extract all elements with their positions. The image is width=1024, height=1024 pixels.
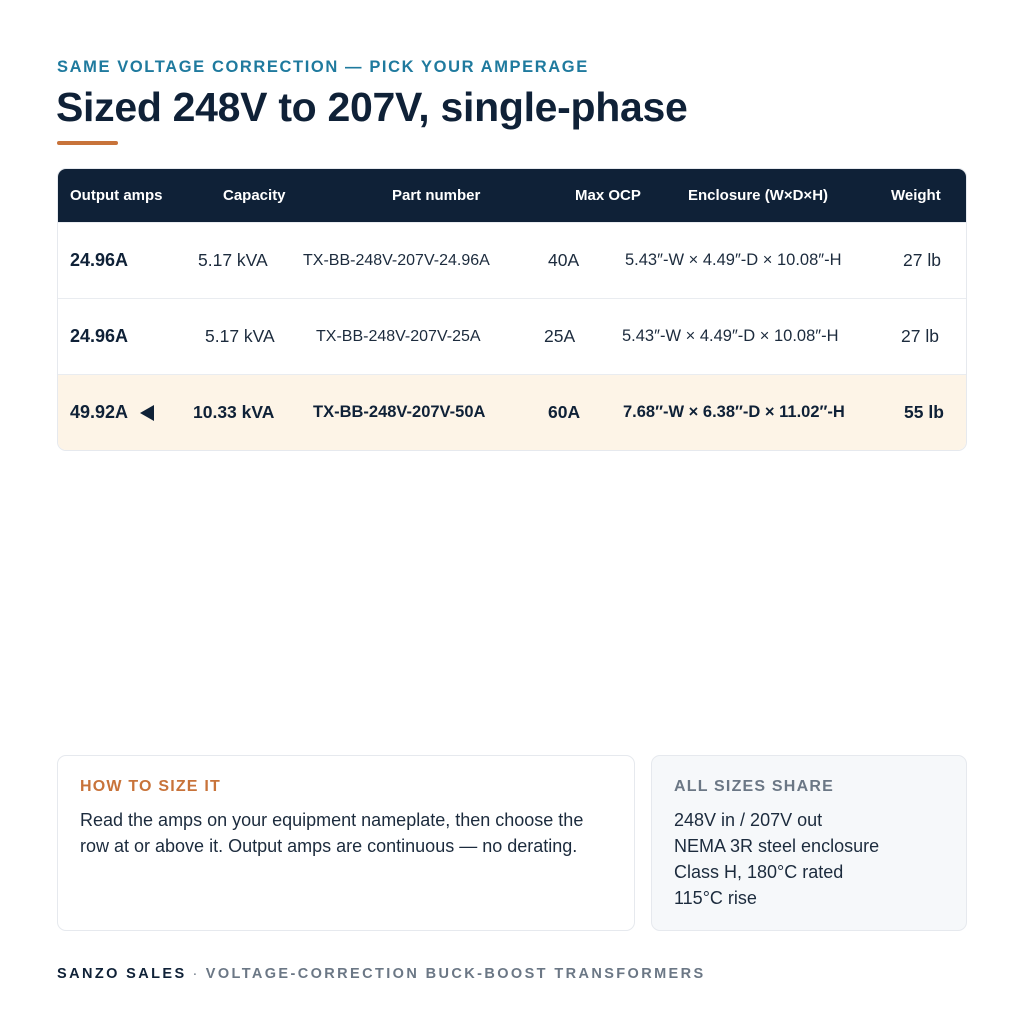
column-header-max-ocp: Max OCP: [575, 187, 641, 204]
column-header-part-number: Part number: [392, 187, 481, 204]
footer-separator: ·: [192, 966, 200, 982]
sizing-table: [57, 168, 967, 451]
shared-spec-item: 115°C rise: [674, 888, 757, 908]
table-row[interactable]: [58, 298, 966, 374]
max-ocp-cell: 25A: [544, 326, 576, 346]
output-amps-cell: 24.96A: [70, 326, 129, 346]
how-to-size-card: [57, 755, 635, 931]
weight-cell: 27 lb: [903, 250, 941, 270]
how-to-size-body: Read the amps on your equipment nameplate, then choose the row at or above it. Output amps are continuous — no derating.: [80, 810, 584, 856]
capacity-cell: 10.33 kVA: [193, 402, 275, 422]
output-amps-cell: 24.96A: [70, 250, 129, 270]
table-header: [58, 169, 966, 222]
weight-cell: 27 lb: [901, 326, 939, 346]
arrow-left-icon: [140, 405, 154, 421]
shared-spec-item: 248V in / 207V out: [674, 810, 823, 830]
max-ocp-cell: 60A: [548, 402, 581, 422]
enclosure-cell: 7.68″-W × 6.38″-D × 11.02″-H: [623, 403, 845, 421]
column-header-weight: Weight: [891, 187, 941, 204]
how-to-size-label: HOW TO SIZE IT: [80, 778, 221, 795]
part-number-cell: TX-BB-248V-207V-50A: [313, 403, 486, 421]
enclosure-cell: 5.43″-W × 4.49″-D × 10.08″-H: [622, 327, 839, 345]
enclosure-cell: 5.43″-W × 4.49″-D × 10.08″-H: [625, 251, 842, 269]
eyebrow-text: SAME VOLTAGE CORRECTION — PICK YOUR AMPERAGE: [57, 58, 589, 76]
title-underline: [57, 141, 118, 145]
table-row-recommended[interactable]: [58, 374, 966, 450]
all-sizes-share-label: ALL SIZES SHARE: [674, 778, 834, 795]
part-number-cell: TX-BB-248V-207V-25A: [316, 327, 481, 345]
shared-spec-item: NEMA 3R steel enclosure: [674, 836, 880, 856]
column-header-enclosure: Enclosure (W×D×H): [688, 187, 829, 204]
footer-brand: SANZO SALES: [57, 966, 187, 982]
part-number-cell: TX-BB-248V-207V-24.96A: [303, 251, 490, 269]
footer: [57, 966, 706, 982]
max-ocp-cell: 40A: [548, 250, 580, 270]
footer-tagline: VOLTAGE-CORRECTION BUCK-BOOST TRANSFORMERS: [205, 966, 706, 982]
capacity-cell: 5.17 kVA: [205, 326, 275, 346]
capacity-cell: 5.17 kVA: [198, 250, 268, 270]
output-amps-cell: [70, 375, 154, 450]
table-row[interactable]: [58, 222, 966, 298]
shared-spec-item: Class H, 180°C rated: [674, 862, 844, 882]
weight-cell: 55 lb: [904, 402, 944, 422]
all-sizes-share-card: [651, 755, 967, 931]
shared-specs-list: [674, 807, 944, 911]
column-header-output-amps: Output amps: [70, 187, 163, 204]
output-amps-value: 49.92A: [70, 402, 129, 422]
column-header-capacity: Capacity: [223, 187, 286, 204]
page-title: Sized 248V to 207V, single-phase: [56, 84, 688, 130]
